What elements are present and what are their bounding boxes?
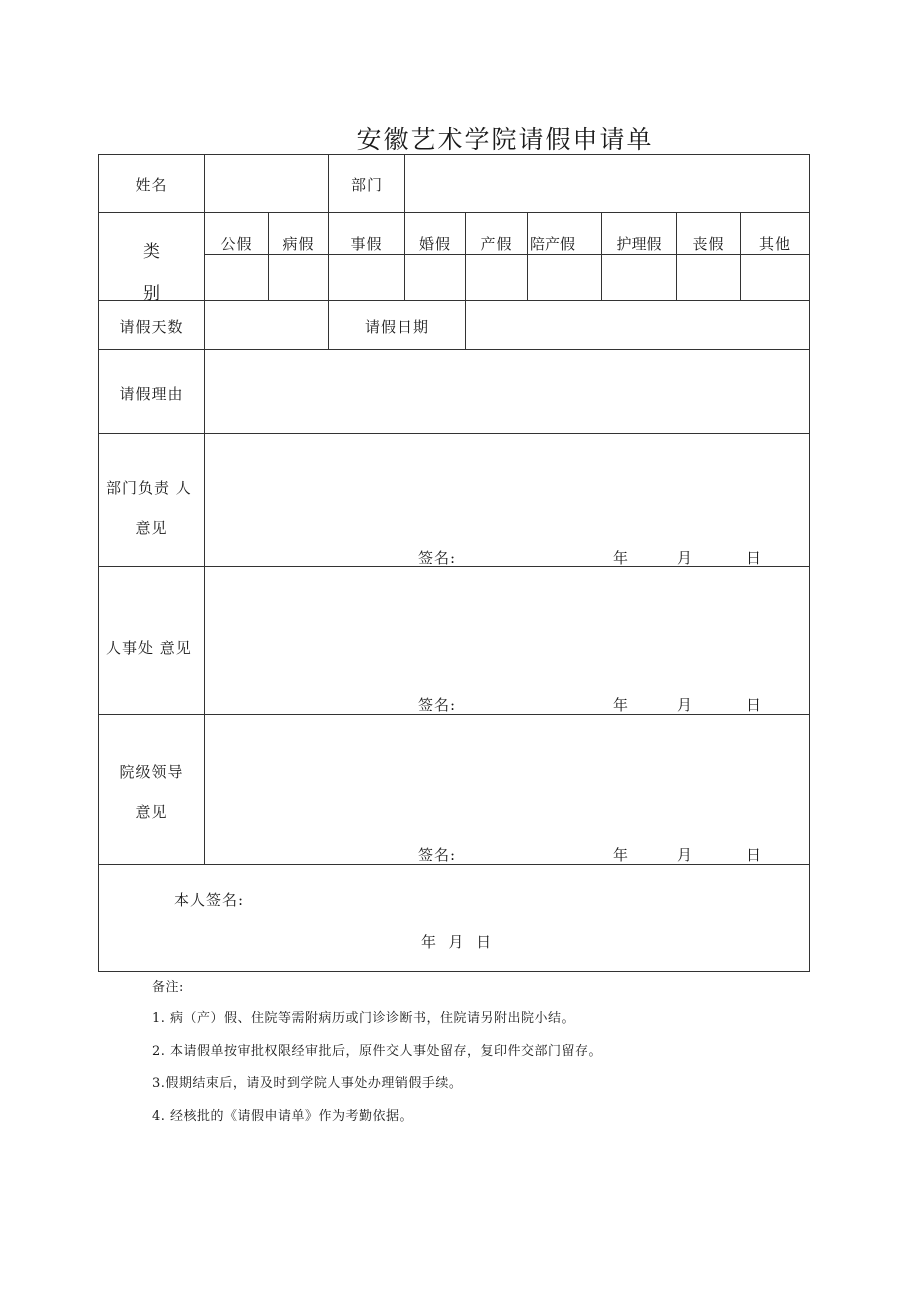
self-sign-field[interactable] bbox=[260, 880, 560, 910]
page-title: 安徽艺术学院请假申请单 bbox=[356, 125, 654, 154]
sign-label: 签名: bbox=[418, 846, 457, 864]
leader-opinion-field[interactable] bbox=[205, 715, 809, 837]
category-check-cell[interactable] bbox=[741, 255, 809, 300]
name-label: 姓名 bbox=[135, 176, 168, 194]
self-sign-label: 本人签名: bbox=[174, 891, 245, 909]
year-label: 年 bbox=[613, 549, 630, 567]
reason-field[interactable] bbox=[205, 350, 809, 433]
category-option-label: 陪产假 bbox=[530, 235, 576, 253]
note-item: 2. 本请假单按审批权限经审批后，原件交人事处留存，复印件交部门留存。 bbox=[152, 1044, 603, 1059]
category-check-cell[interactable] bbox=[205, 255, 268, 300]
category-option-label: 事假 bbox=[350, 235, 383, 253]
days-field[interactable] bbox=[205, 301, 328, 349]
category-label-line1: 类 bbox=[143, 242, 160, 262]
day-label: 日 bbox=[746, 696, 763, 714]
note-item: 3.假期结束后，请及时到学院人事处办理销假手续。 bbox=[152, 1076, 463, 1091]
category-check-cell[interactable] bbox=[269, 255, 328, 300]
month-label: 月 bbox=[677, 846, 694, 864]
category-check-cell[interactable] bbox=[329, 255, 404, 300]
category-check-cell[interactable] bbox=[677, 255, 740, 300]
category-check-cell[interactable] bbox=[602, 255, 676, 300]
category-option-label: 丧假 bbox=[692, 235, 725, 253]
year-label: 年 bbox=[613, 696, 630, 714]
category-option-label: 护理假 bbox=[616, 235, 662, 253]
hr-label: 人事处 意见 bbox=[106, 639, 192, 657]
category-option-label: 公假 bbox=[220, 235, 253, 253]
days-label: 请假天数 bbox=[119, 318, 184, 336]
category-check-cell[interactable] bbox=[528, 255, 601, 300]
note-item: 1. 病（产）假、住院等需附病历或门诊诊断书，住院请另附出院小结。 bbox=[152, 1011, 576, 1026]
dept-label: 部门 bbox=[351, 176, 384, 194]
leader-label-line2: 意见 bbox=[135, 803, 168, 821]
category-option-label: 产假 bbox=[480, 235, 513, 253]
leader-label: 院级领导 bbox=[119, 763, 184, 781]
category-option-label: 婚假 bbox=[418, 235, 451, 253]
self-sign-date: 年 月 日 bbox=[421, 933, 493, 951]
day-label: 日 bbox=[746, 549, 763, 567]
category-check-cell[interactable] bbox=[405, 255, 465, 300]
year-label: 年 bbox=[613, 846, 630, 864]
date-field[interactable] bbox=[466, 301, 809, 349]
notes-heading: 备注: bbox=[152, 980, 184, 995]
month-label: 月 bbox=[677, 696, 694, 714]
dept-field[interactable] bbox=[405, 155, 809, 212]
category-check-cell[interactable] bbox=[466, 255, 527, 300]
hr-opinion-field[interactable] bbox=[205, 567, 809, 687]
dept-head-label: 部门负责 人 bbox=[106, 479, 192, 497]
category-option-label: 其他 bbox=[758, 235, 791, 253]
dept-head-opinion-field[interactable] bbox=[205, 434, 809, 539]
name-field[interactable] bbox=[205, 155, 328, 212]
category-label-line2: 别 bbox=[143, 284, 160, 304]
category-option-label: 病假 bbox=[282, 235, 315, 253]
date-label: 请假日期 bbox=[364, 318, 429, 336]
sign-label: 签名: bbox=[418, 696, 457, 714]
reason-label: 请假理由 bbox=[119, 385, 184, 403]
sign-label: 签名: bbox=[418, 549, 457, 567]
month-label: 月 bbox=[677, 549, 694, 567]
dept-head-label-line2: 意见 bbox=[135, 519, 168, 537]
day-label: 日 bbox=[746, 846, 763, 864]
note-item: 4. 经核批的《请假申请单》作为考勤依据。 bbox=[152, 1109, 414, 1124]
